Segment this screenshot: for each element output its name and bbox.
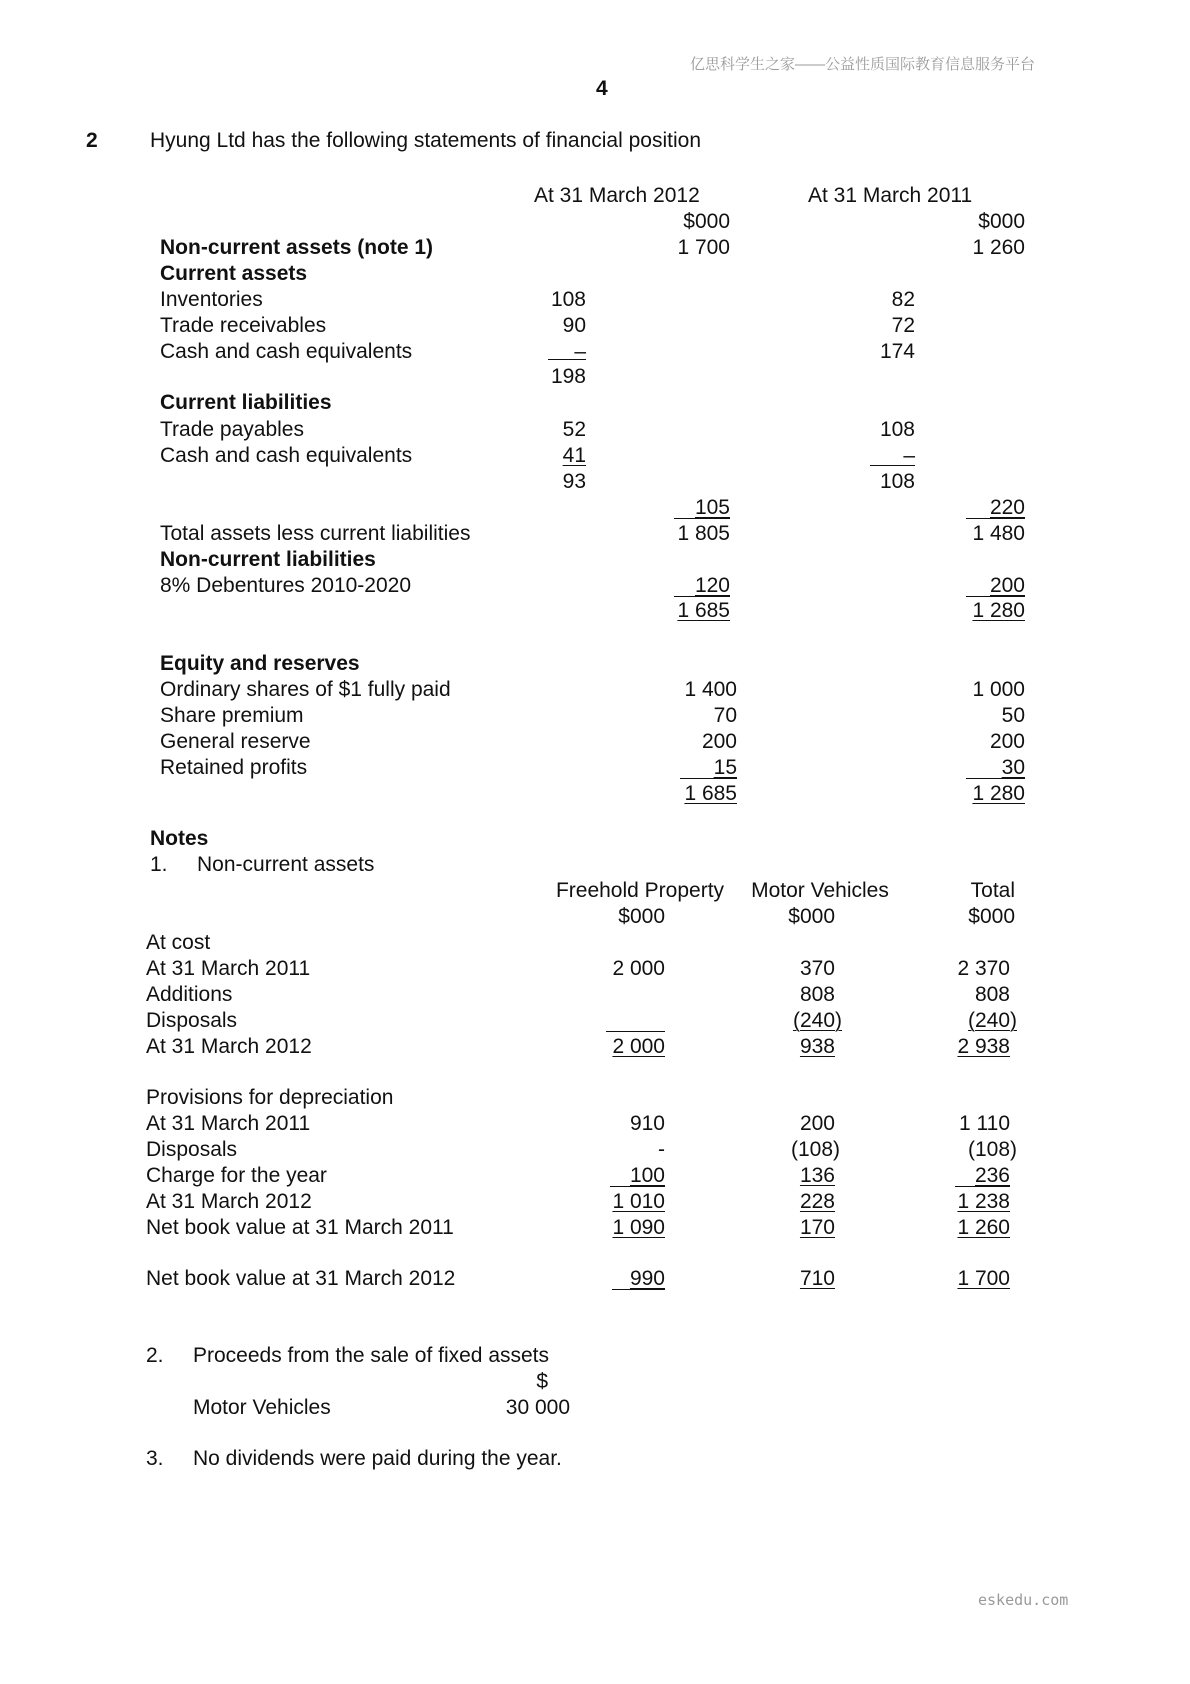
- cost-row-label: Additions: [146, 983, 233, 1006]
- dep-fp: -: [658, 1138, 665, 1161]
- note1-title: Non-current assets: [197, 853, 375, 876]
- cl-label: Cash and cash equivalents: [160, 444, 413, 467]
- ca-label: Inventories: [160, 288, 263, 311]
- dep-total: 1 110: [959, 1112, 1010, 1135]
- dep-total: (108): [967, 1138, 1017, 1161]
- dep-row-label: At 31 March 2011: [146, 1112, 311, 1135]
- equity-value-2011: 50: [1001, 704, 1025, 727]
- equity-total-2011-text: 1 280: [972, 782, 1025, 805]
- net-current-2012-text: 105: [694, 496, 730, 519]
- cost-total: 2 370: [957, 957, 1010, 980]
- dep-fp-rule: [610, 1186, 665, 1187]
- rule-2012: [674, 518, 730, 519]
- unit-mv: $000: [788, 905, 835, 928]
- cl-value-2012: [480, 445, 586, 466]
- cost-heading: At cost: [146, 931, 211, 954]
- dep-row-label: Net book value at 31 March 2011: [146, 1216, 454, 1239]
- nbv2012-mv-text: 710: [799, 1267, 835, 1290]
- col-motor-vehicles: Motor Vehicles: [751, 879, 889, 902]
- dep-total-rule: [955, 1186, 1010, 1187]
- talcl-label: Total assets less current liabilities: [160, 522, 471, 545]
- equity-value-2011: [895, 757, 1025, 778]
- equity-value-2011-text: 30: [1001, 756, 1025, 779]
- net-assets-2012-text: 1 685: [677, 599, 730, 622]
- nbv2012-total: [905, 1268, 1010, 1289]
- dep-fp: [560, 1191, 665, 1212]
- dep-mv: (108): [790, 1138, 840, 1161]
- debentures-2011-text: 200: [989, 574, 1025, 597]
- cost-mv: 808: [799, 983, 835, 1006]
- note3-text: No dividends were paid during the year.: [193, 1447, 562, 1470]
- nbv2012-fp: [560, 1268, 665, 1289]
- debentures-2012: [600, 575, 730, 596]
- cl-value-2011: 108: [879, 418, 915, 441]
- dep-mv: 200: [799, 1112, 835, 1135]
- cl-subtotal-rule-2011: [870, 465, 915, 466]
- dep-mv-text: 170: [799, 1216, 835, 1239]
- equity-total-2011: [895, 783, 1025, 804]
- equity-value-2011: 200: [989, 730, 1025, 753]
- cl-total-2011: 108: [879, 470, 915, 493]
- cost-mv: 370: [799, 957, 835, 980]
- net-current-2011: [895, 497, 1025, 518]
- ca-value-2011: 174: [879, 340, 915, 363]
- dep-total: [905, 1165, 1010, 1186]
- rule-2012: [674, 596, 730, 597]
- dep-row-label: Disposals: [146, 1138, 238, 1161]
- col-heading-2012: At 31 March 2012: [534, 184, 700, 207]
- note1-number: 1.: [150, 853, 168, 876]
- ca-value-2012: 90: [562, 314, 586, 337]
- dep-total: [905, 1217, 1010, 1238]
- col-heading-2011: At 31 March 2011: [808, 184, 973, 207]
- equity-label: Ordinary shares of $1 fully paid: [160, 678, 451, 701]
- ca-value-2011: 82: [891, 288, 915, 311]
- dep-fp: [560, 1165, 665, 1186]
- cl-total-2012: 93: [562, 470, 586, 493]
- unit-2011: $000: [978, 210, 1025, 233]
- nbv2012-mv: [730, 1268, 835, 1289]
- equity-value-2012: 1 400: [684, 678, 737, 701]
- question-intro: Hyung Ltd has the following statements of financial position: [150, 129, 701, 152]
- nca-2011: 1 260: [972, 236, 1025, 259]
- cost-row-label: At 31 March 2012: [146, 1035, 312, 1058]
- debentures-2011: [895, 575, 1025, 596]
- dep-total-text: 1 238: [957, 1190, 1010, 1213]
- dep-total-text: 236: [974, 1164, 1010, 1187]
- note3-number: 3.: [146, 1447, 164, 1470]
- talcl-2012: 1 805: [677, 522, 730, 545]
- note2-value: 30 000: [505, 1396, 570, 1419]
- dep-mv-text: 228: [799, 1190, 835, 1213]
- equity-value-2012: 200: [701, 730, 737, 753]
- note2-label: Motor Vehicles: [193, 1396, 331, 1419]
- dep-mv: [730, 1165, 835, 1186]
- debentures-2012-text: 120: [694, 574, 730, 597]
- page-number: 4: [596, 77, 608, 100]
- nca-2012: 1 700: [677, 236, 730, 259]
- cost-fp: [560, 1036, 665, 1057]
- net-current-2011-text: 220: [989, 496, 1025, 519]
- cost-fp-text: 2 000: [612, 1035, 665, 1058]
- cost-fp: 2 000: [612, 957, 665, 980]
- ca-value-2012: 108: [550, 288, 586, 311]
- col-freehold-property: Freehold Property: [555, 879, 725, 902]
- talcl-2011: 1 480: [972, 522, 1025, 545]
- cost-mv: [730, 1010, 842, 1031]
- ca-label: Trade receivables: [160, 314, 327, 337]
- cl-value-2012-text: 41: [562, 444, 586, 467]
- dep-heading: Provisions for depreciation: [146, 1086, 394, 1109]
- nbv2012-fp-rule: [612, 1289, 665, 1290]
- cl-label: Trade payables: [160, 418, 304, 441]
- net-assets-2011-text: 1 280: [972, 599, 1025, 622]
- cost-total: 808: [974, 983, 1010, 1006]
- rule-2011: [966, 596, 1025, 597]
- equity-total-2012-text: 1 685: [684, 782, 737, 805]
- cost-mv-text: 938: [799, 1035, 835, 1058]
- dep-row-label: At 31 March 2012: [146, 1190, 312, 1213]
- cost-mv-text: (240): [792, 1009, 842, 1032]
- cost-total: [905, 1010, 1017, 1031]
- dep-fp-text: 1 090: [612, 1216, 665, 1239]
- rule-2011: [966, 778, 1025, 779]
- cl-value-2011: –: [903, 444, 915, 467]
- dep-fp: [560, 1217, 665, 1238]
- equity-label: Share premium: [160, 704, 304, 727]
- cost-total-text: (240): [967, 1009, 1017, 1032]
- unit-fp: $000: [618, 905, 665, 928]
- equity-value-2012: [610, 757, 737, 778]
- ncl-heading: Non-current liabilities: [160, 548, 376, 571]
- net-current-2012: [600, 497, 730, 518]
- nca-label: Non-current assets (note 1): [160, 236, 434, 259]
- equity-label: General reserve: [160, 730, 311, 753]
- rule-2012: [680, 778, 737, 779]
- cost-total: [905, 1036, 1010, 1057]
- equity-value-2012-text: 15: [713, 756, 737, 779]
- equity-heading: Equity and reserves: [160, 652, 360, 675]
- cost-total-text: 2 938: [957, 1035, 1010, 1058]
- cost-row-label: Disposals: [146, 1009, 238, 1032]
- equity-total-2012: [610, 783, 737, 804]
- equity-value-2011: 1 000: [972, 678, 1025, 701]
- cost-fp-rule: [606, 1031, 665, 1032]
- ca-total-2012: 198: [550, 365, 586, 388]
- ca-value-2012: –: [574, 340, 586, 363]
- debentures-label: 8% Debentures 2010-2020: [160, 574, 412, 597]
- note2-title: Proceeds from the sale of fixed assets: [193, 1344, 550, 1367]
- ca-heading: Current assets: [160, 262, 308, 285]
- col-total: Total: [970, 879, 1015, 902]
- dep-fp-text: 1 010: [612, 1190, 665, 1213]
- net-assets-2012: [600, 600, 730, 621]
- dep-total: [905, 1191, 1010, 1212]
- nbv2012-label: Net book value at 31 March 2012: [146, 1267, 456, 1290]
- question-number: 2: [86, 129, 98, 152]
- header-watermark: 亿思科学生之家——公益性质国际教育信息服务平台: [690, 56, 1036, 73]
- cost-row-label: At 31 March 2011: [146, 957, 311, 980]
- footer-site: eskedu.com: [978, 1591, 1069, 1609]
- dep-mv: [730, 1217, 835, 1238]
- dep-mv-text: 136: [799, 1164, 835, 1187]
- dep-fp-text: 100: [629, 1164, 665, 1187]
- ca-subtotal-rule: [548, 359, 586, 360]
- note2-number: 2.: [146, 1344, 164, 1367]
- cost-mv: [730, 1036, 835, 1057]
- equity-label: Retained profits: [160, 756, 308, 779]
- dep-row-label: Charge for the year: [146, 1164, 327, 1187]
- dep-fp: 910: [629, 1112, 665, 1135]
- unit-total: $000: [968, 905, 1015, 928]
- notes-heading: Notes: [150, 827, 209, 850]
- ca-value-2011: 72: [891, 314, 915, 337]
- cl-value-2012: 52: [562, 418, 586, 441]
- ca-label: Cash and cash equivalents: [160, 340, 413, 363]
- cl-heading: Current liabilities: [160, 391, 332, 414]
- dep-mv: [730, 1191, 835, 1212]
- equity-value-2012: 70: [713, 704, 737, 727]
- net-assets-2011: [895, 600, 1025, 621]
- note2-unit: $: [536, 1370, 548, 1393]
- rule-2011: [966, 518, 1025, 519]
- nbv2012-fp-text: 990: [629, 1267, 665, 1290]
- unit-2012: $000: [683, 210, 730, 233]
- dep-total-text: 1 260: [957, 1216, 1010, 1239]
- nbv2012-total-text: 1 700: [957, 1267, 1010, 1290]
